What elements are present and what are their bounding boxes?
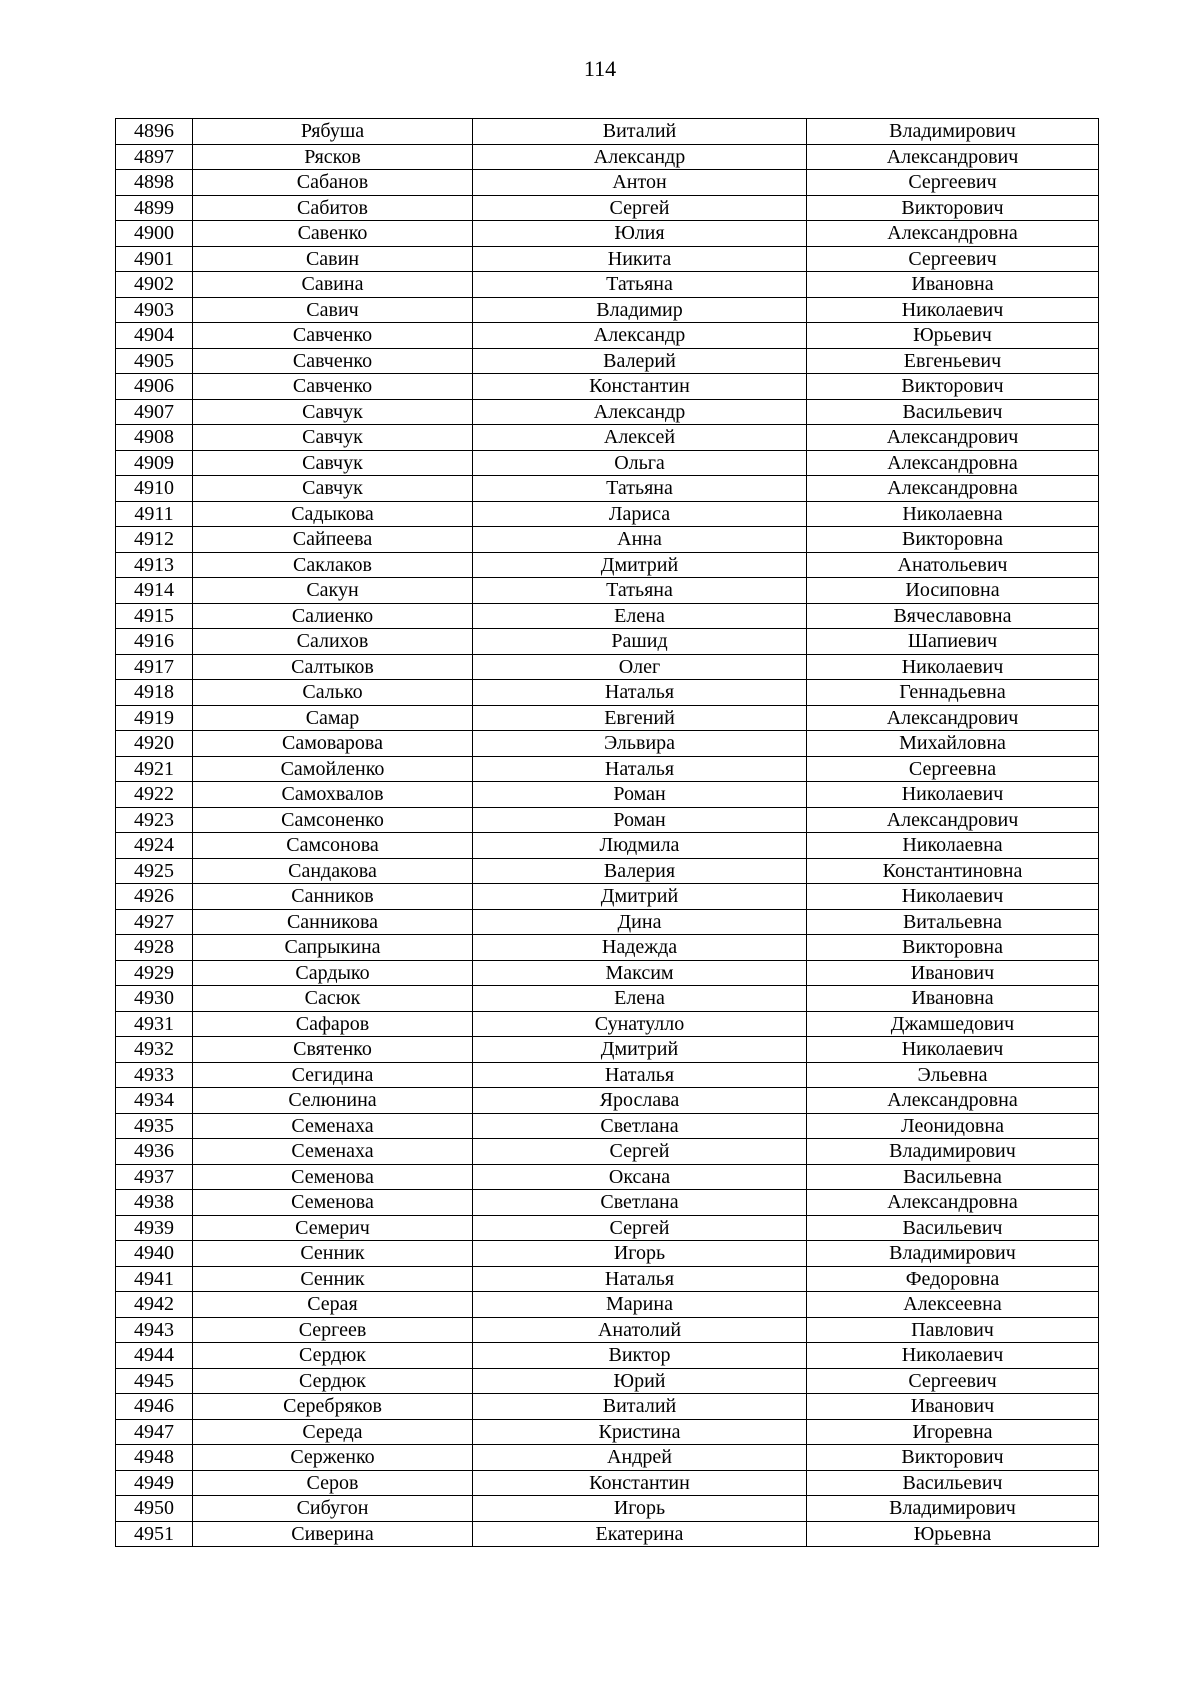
- row-number-cell: 4944: [116, 1343, 193, 1369]
- table-row: [116, 603, 1099, 629]
- table-row: [116, 884, 1099, 910]
- table-row: [116, 195, 1099, 221]
- first-name-cell: Антон: [473, 170, 807, 196]
- last-name-cell: Самсоненко: [193, 807, 473, 833]
- row-number-cell: 4936: [116, 1139, 193, 1165]
- row-number-cell: 4905: [116, 348, 193, 374]
- table-row: [116, 756, 1099, 782]
- last-name-cell: Рясков: [193, 144, 473, 170]
- row-number-cell: 4941: [116, 1266, 193, 1292]
- patronymic-cell: Алексеевна: [807, 1292, 1099, 1318]
- last-name-cell: Самойленко: [193, 756, 473, 782]
- table-row: [116, 807, 1099, 833]
- last-name-cell: Сенник: [193, 1266, 473, 1292]
- row-number-cell: 4906: [116, 374, 193, 400]
- first-name-cell: Оксана: [473, 1164, 807, 1190]
- last-name-cell: Салтыков: [193, 654, 473, 680]
- table-row: [116, 552, 1099, 578]
- row-number-cell: 4902: [116, 272, 193, 298]
- last-name-cell: Савин: [193, 246, 473, 272]
- table-row: [116, 986, 1099, 1012]
- last-name-cell: Сибугон: [193, 1496, 473, 1522]
- patronymic-cell: Владимирович: [807, 1241, 1099, 1267]
- first-name-cell: Андрей: [473, 1445, 807, 1471]
- last-name-cell: Савченко: [193, 374, 473, 400]
- first-name-cell: Надежда: [473, 935, 807, 961]
- last-name-cell: Савчук: [193, 399, 473, 425]
- last-name-cell: Салиенко: [193, 603, 473, 629]
- patronymic-cell: Павлович: [807, 1317, 1099, 1343]
- table-row: [116, 1037, 1099, 1063]
- table-row: [116, 1266, 1099, 1292]
- table-row: [116, 1164, 1099, 1190]
- row-number-cell: 4931: [116, 1011, 193, 1037]
- patronymic-cell: Викторовна: [807, 527, 1099, 553]
- last-name-cell: Семенаха: [193, 1139, 473, 1165]
- first-name-cell: Рашид: [473, 629, 807, 655]
- first-name-cell: Татьяна: [473, 476, 807, 502]
- row-number-cell: 4942: [116, 1292, 193, 1318]
- table-row: [116, 1470, 1099, 1496]
- patronymic-cell: Николаевна: [807, 833, 1099, 859]
- last-name-cell: Серженко: [193, 1445, 473, 1471]
- last-name-cell: Серая: [193, 1292, 473, 1318]
- table-row: [116, 348, 1099, 374]
- last-name-cell: Сасюк: [193, 986, 473, 1012]
- last-name-cell: Савчук: [193, 476, 473, 502]
- row-number-cell: 4934: [116, 1088, 193, 1114]
- patronymic-cell: Васильевич: [807, 1215, 1099, 1241]
- table-row: [116, 629, 1099, 655]
- patronymic-cell: Ивановна: [807, 986, 1099, 1012]
- table-row: [116, 705, 1099, 731]
- last-name-cell: Савченко: [193, 348, 473, 374]
- last-name-cell: Сайпеева: [193, 527, 473, 553]
- table-row: [116, 1368, 1099, 1394]
- roster-table: [115, 118, 1099, 1547]
- first-name-cell: Игорь: [473, 1496, 807, 1522]
- table-row: [116, 1241, 1099, 1267]
- last-name-cell: Святенко: [193, 1037, 473, 1063]
- first-name-cell: Екатерина: [473, 1521, 807, 1547]
- patronymic-cell: Викторович: [807, 1445, 1099, 1471]
- first-name-cell: Анатолий: [473, 1317, 807, 1343]
- patronymic-cell: Викторовна: [807, 935, 1099, 961]
- patronymic-cell: Александровна: [807, 1190, 1099, 1216]
- row-number-cell: 4930: [116, 986, 193, 1012]
- table-row: [116, 1113, 1099, 1139]
- first-name-cell: Елена: [473, 986, 807, 1012]
- row-number-cell: 4898: [116, 170, 193, 196]
- table-row: [116, 909, 1099, 935]
- table-row: [116, 119, 1099, 145]
- row-number-cell: 4948: [116, 1445, 193, 1471]
- table-row: [116, 1496, 1099, 1522]
- first-name-cell: Виталий: [473, 1394, 807, 1420]
- patronymic-cell: Васильевич: [807, 1470, 1099, 1496]
- last-name-cell: Сиверина: [193, 1521, 473, 1547]
- table-row: [116, 1317, 1099, 1343]
- first-name-cell: Виктор: [473, 1343, 807, 1369]
- first-name-cell: Константин: [473, 1470, 807, 1496]
- table-row: [116, 1062, 1099, 1088]
- row-number-cell: 4904: [116, 323, 193, 349]
- first-name-cell: Константин: [473, 374, 807, 400]
- patronymic-cell: Александрович: [807, 144, 1099, 170]
- last-name-cell: Середа: [193, 1419, 473, 1445]
- table-row: [116, 425, 1099, 451]
- row-number-cell: 4939: [116, 1215, 193, 1241]
- patronymic-cell: Константиновна: [807, 858, 1099, 884]
- row-number-cell: 4921: [116, 756, 193, 782]
- table-row: [116, 1445, 1099, 1471]
- last-name-cell: Сафаров: [193, 1011, 473, 1037]
- first-name-cell: Максим: [473, 960, 807, 986]
- last-name-cell: Семенова: [193, 1164, 473, 1190]
- last-name-cell: Садыкова: [193, 501, 473, 527]
- row-number-cell: 4911: [116, 501, 193, 527]
- patronymic-cell: Сергеевич: [807, 170, 1099, 196]
- patronymic-cell: Николаевич: [807, 884, 1099, 910]
- table-row: [116, 578, 1099, 604]
- patronymic-cell: Иванович: [807, 1394, 1099, 1420]
- patronymic-cell: Николаевич: [807, 782, 1099, 808]
- last-name-cell: Самоварова: [193, 731, 473, 757]
- first-name-cell: Наталья: [473, 1266, 807, 1292]
- row-number-cell: 4915: [116, 603, 193, 629]
- patronymic-cell: Викторович: [807, 195, 1099, 221]
- table-row: [116, 272, 1099, 298]
- first-name-cell: Дина: [473, 909, 807, 935]
- table-row: [116, 501, 1099, 527]
- row-number-cell: 4914: [116, 578, 193, 604]
- last-name-cell: Самсонова: [193, 833, 473, 859]
- patronymic-cell: Александрович: [807, 807, 1099, 833]
- row-number-cell: 4896: [116, 119, 193, 145]
- row-number-cell: 4927: [116, 909, 193, 935]
- first-name-cell: Ярослава: [473, 1088, 807, 1114]
- row-number-cell: 4940: [116, 1241, 193, 1267]
- first-name-cell: Владимир: [473, 297, 807, 323]
- last-name-cell: Самохвалов: [193, 782, 473, 808]
- last-name-cell: Сандакова: [193, 858, 473, 884]
- first-name-cell: Наталья: [473, 756, 807, 782]
- first-name-cell: Светлана: [473, 1190, 807, 1216]
- table-row: [116, 374, 1099, 400]
- row-number-cell: 4937: [116, 1164, 193, 1190]
- patronymic-cell: Иосиповна: [807, 578, 1099, 604]
- last-name-cell: Савченко: [193, 323, 473, 349]
- row-number-cell: 4913: [116, 552, 193, 578]
- patronymic-cell: Эльевна: [807, 1062, 1099, 1088]
- first-name-cell: Никита: [473, 246, 807, 272]
- patronymic-cell: Николаевич: [807, 1343, 1099, 1369]
- last-name-cell: Сергеев: [193, 1317, 473, 1343]
- row-number-cell: 4910: [116, 476, 193, 502]
- page-number: 114: [583, 56, 617, 81]
- first-name-cell: Евгений: [473, 705, 807, 731]
- patronymic-cell: Викторович: [807, 374, 1099, 400]
- row-number-cell: 4926: [116, 884, 193, 910]
- patronymic-cell: Ивановна: [807, 272, 1099, 298]
- last-name-cell: Рябуша: [193, 119, 473, 145]
- last-name-cell: Семенова: [193, 1190, 473, 1216]
- row-number-cell: 4900: [116, 221, 193, 247]
- patronymic-cell: Джамшедович: [807, 1011, 1099, 1037]
- table-row: [116, 144, 1099, 170]
- last-name-cell: Серебряков: [193, 1394, 473, 1420]
- row-number-cell: 4946: [116, 1394, 193, 1420]
- first-name-cell: Роман: [473, 782, 807, 808]
- last-name-cell: Савчук: [193, 450, 473, 476]
- row-number-cell: 4929: [116, 960, 193, 986]
- row-number-cell: 4920: [116, 731, 193, 757]
- table-row: [116, 246, 1099, 272]
- row-number-cell: 4949: [116, 1470, 193, 1496]
- patronymic-cell: Николаевич: [807, 1037, 1099, 1063]
- last-name-cell: Салько: [193, 680, 473, 706]
- table-row: [116, 1088, 1099, 1114]
- row-number-cell: 4909: [116, 450, 193, 476]
- table-row: [116, 833, 1099, 859]
- first-name-cell: Марина: [473, 1292, 807, 1318]
- last-name-cell: Санникова: [193, 909, 473, 935]
- last-name-cell: Сапрыкина: [193, 935, 473, 961]
- row-number-cell: 4935: [116, 1113, 193, 1139]
- patronymic-cell: Юрьевна: [807, 1521, 1099, 1547]
- patronymic-cell: Сергеевич: [807, 1368, 1099, 1394]
- first-name-cell: Юлия: [473, 221, 807, 247]
- row-number-cell: 4899: [116, 195, 193, 221]
- table-row: [116, 399, 1099, 425]
- first-name-cell: Наталья: [473, 680, 807, 706]
- row-number-cell: 4928: [116, 935, 193, 961]
- last-name-cell: Семенаха: [193, 1113, 473, 1139]
- first-name-cell: Валерий: [473, 348, 807, 374]
- last-name-cell: Саклаков: [193, 552, 473, 578]
- table-row: [116, 960, 1099, 986]
- first-name-cell: Виталий: [473, 119, 807, 145]
- table-row: [116, 450, 1099, 476]
- first-name-cell: Людмила: [473, 833, 807, 859]
- table-row: [116, 221, 1099, 247]
- first-name-cell: Ольга: [473, 450, 807, 476]
- table-row: [116, 1139, 1099, 1165]
- first-name-cell: Кристина: [473, 1419, 807, 1445]
- table-row: [116, 1292, 1099, 1318]
- table-row: [116, 1521, 1099, 1547]
- last-name-cell: Семерич: [193, 1215, 473, 1241]
- last-name-cell: Савенко: [193, 221, 473, 247]
- row-number-cell: 4925: [116, 858, 193, 884]
- row-number-cell: 4947: [116, 1419, 193, 1445]
- first-name-cell: Сергей: [473, 1139, 807, 1165]
- first-name-cell: Светлана: [473, 1113, 807, 1139]
- row-number-cell: 4903: [116, 297, 193, 323]
- table-row: [116, 1419, 1099, 1445]
- last-name-cell: Савина: [193, 272, 473, 298]
- roster-body: [116, 119, 1099, 1547]
- last-name-cell: Сенник: [193, 1241, 473, 1267]
- row-number-cell: 4908: [116, 425, 193, 451]
- table-row: [116, 1011, 1099, 1037]
- row-number-cell: 4950: [116, 1496, 193, 1522]
- last-name-cell: Сардыко: [193, 960, 473, 986]
- last-name-cell: Салихов: [193, 629, 473, 655]
- patronymic-cell: Михайловна: [807, 731, 1099, 757]
- last-name-cell: Сабанов: [193, 170, 473, 196]
- table-row: [116, 170, 1099, 196]
- patronymic-cell: Сергеевна: [807, 756, 1099, 782]
- first-name-cell: Юрий: [473, 1368, 807, 1394]
- patronymic-cell: Иванович: [807, 960, 1099, 986]
- row-number-cell: 4916: [116, 629, 193, 655]
- last-name-cell: Савич: [193, 297, 473, 323]
- patronymic-cell: Александровна: [807, 1088, 1099, 1114]
- table-row: [116, 1394, 1099, 1420]
- first-name-cell: Дмитрий: [473, 884, 807, 910]
- first-name-cell: Наталья: [473, 1062, 807, 1088]
- last-name-cell: Санников: [193, 884, 473, 910]
- row-number-cell: 4932: [116, 1037, 193, 1063]
- row-number-cell: 4897: [116, 144, 193, 170]
- first-name-cell: Олег: [473, 654, 807, 680]
- row-number-cell: 4924: [116, 833, 193, 859]
- patronymic-cell: Николаевич: [807, 297, 1099, 323]
- table-row: [116, 935, 1099, 961]
- patronymic-cell: Александровна: [807, 476, 1099, 502]
- patronymic-cell: Владимирович: [807, 1496, 1099, 1522]
- first-name-cell: Алексей: [473, 425, 807, 451]
- table-row: [116, 680, 1099, 706]
- first-name-cell: Лариса: [473, 501, 807, 527]
- patronymic-cell: Николаевна: [807, 501, 1099, 527]
- patronymic-cell: Анатольевич: [807, 552, 1099, 578]
- last-name-cell: Сердюк: [193, 1368, 473, 1394]
- table-row: [116, 323, 1099, 349]
- table-row: [116, 476, 1099, 502]
- patronymic-cell: Сергеевич: [807, 246, 1099, 272]
- first-name-cell: Елена: [473, 603, 807, 629]
- patronymic-cell: Геннадьевна: [807, 680, 1099, 706]
- last-name-cell: Сегидина: [193, 1062, 473, 1088]
- patronymic-cell: Васильевна: [807, 1164, 1099, 1190]
- row-number-cell: 4919: [116, 705, 193, 731]
- last-name-cell: Сердюк: [193, 1343, 473, 1369]
- first-name-cell: Игорь: [473, 1241, 807, 1267]
- row-number-cell: 4907: [116, 399, 193, 425]
- table-row: [116, 1215, 1099, 1241]
- first-name-cell: Сунатулло: [473, 1011, 807, 1037]
- patronymic-cell: Александрович: [807, 705, 1099, 731]
- first-name-cell: Сергей: [473, 195, 807, 221]
- patronymic-cell: Александровна: [807, 450, 1099, 476]
- patronymic-cell: Игоревна: [807, 1419, 1099, 1445]
- first-name-cell: Дмитрий: [473, 1037, 807, 1063]
- last-name-cell: Селюнина: [193, 1088, 473, 1114]
- table-row: [116, 782, 1099, 808]
- table-row: [116, 1343, 1099, 1369]
- first-name-cell: Дмитрий: [473, 552, 807, 578]
- table-row: [116, 654, 1099, 680]
- patronymic-cell: Федоровна: [807, 1266, 1099, 1292]
- table-row: [116, 527, 1099, 553]
- last-name-cell: Серов: [193, 1470, 473, 1496]
- row-number-cell: 4918: [116, 680, 193, 706]
- table-row: [116, 297, 1099, 323]
- table-row: [116, 1190, 1099, 1216]
- row-number-cell: 4912: [116, 527, 193, 553]
- first-name-cell: Татьяна: [473, 272, 807, 298]
- patronymic-cell: Владимирович: [807, 1139, 1099, 1165]
- first-name-cell: Валерия: [473, 858, 807, 884]
- row-number-cell: 4901: [116, 246, 193, 272]
- first-name-cell: Анна: [473, 527, 807, 553]
- first-name-cell: Эльвира: [473, 731, 807, 757]
- last-name-cell: Савчук: [193, 425, 473, 451]
- row-number-cell: 4923: [116, 807, 193, 833]
- patronymic-cell: Александрович: [807, 425, 1099, 451]
- first-name-cell: Александр: [473, 399, 807, 425]
- last-name-cell: Сакун: [193, 578, 473, 604]
- patronymic-cell: Шапиевич: [807, 629, 1099, 655]
- row-number-cell: 4933: [116, 1062, 193, 1088]
- row-number-cell: 4945: [116, 1368, 193, 1394]
- first-name-cell: Александр: [473, 323, 807, 349]
- patronymic-cell: Александровна: [807, 221, 1099, 247]
- patronymic-cell: Николаевич: [807, 654, 1099, 680]
- first-name-cell: Александр: [473, 144, 807, 170]
- first-name-cell: Сергей: [473, 1215, 807, 1241]
- patronymic-cell: Вячеславовна: [807, 603, 1099, 629]
- row-number-cell: 4917: [116, 654, 193, 680]
- patronymic-cell: Евгеньевич: [807, 348, 1099, 374]
- last-name-cell: Самар: [193, 705, 473, 731]
- last-name-cell: Сабитов: [193, 195, 473, 221]
- patronymic-cell: Леонидовна: [807, 1113, 1099, 1139]
- patronymic-cell: Васильевич: [807, 399, 1099, 425]
- first-name-cell: Роман: [473, 807, 807, 833]
- patronymic-cell: Владимирович: [807, 119, 1099, 145]
- row-number-cell: 4943: [116, 1317, 193, 1343]
- row-number-cell: 4951: [116, 1521, 193, 1547]
- row-number-cell: 4938: [116, 1190, 193, 1216]
- row-number-cell: 4922: [116, 782, 193, 808]
- patronymic-cell: Юрьевич: [807, 323, 1099, 349]
- table-row: [116, 858, 1099, 884]
- table-row: [116, 731, 1099, 757]
- first-name-cell: Татьяна: [473, 578, 807, 604]
- patronymic-cell: Витальевна: [807, 909, 1099, 935]
